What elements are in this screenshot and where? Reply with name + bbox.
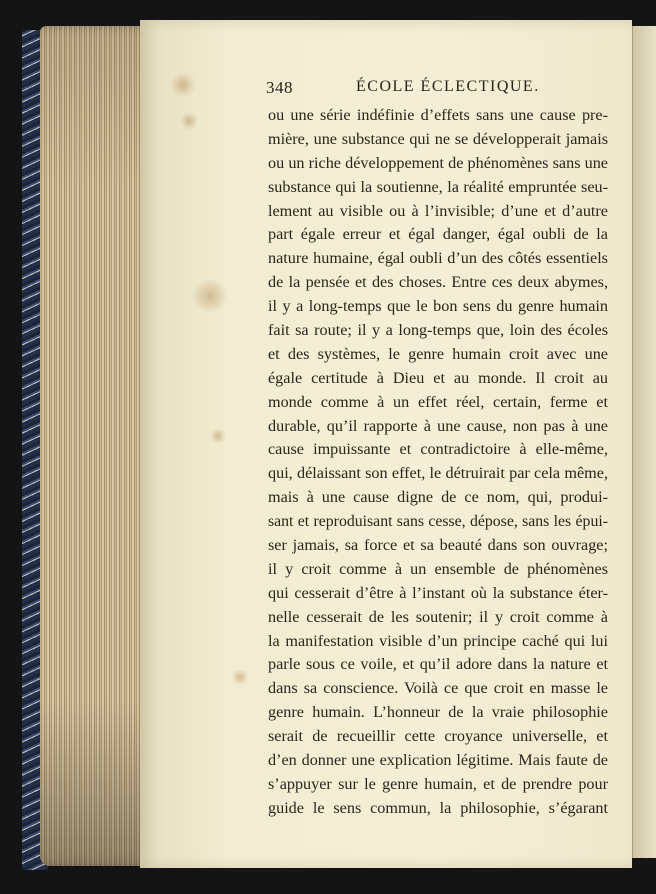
text-line: et des systèmes, le genre humain croit avec une [268, 344, 608, 363]
text-line: monde comme à un effet réel, certain, ferme et [268, 392, 608, 411]
text-line: de la pensée et des choses. Entre ces deux abymes, [268, 273, 608, 292]
page-header [266, 78, 606, 102]
text-line: fait sa route; il y a long-temps que, loin des écoles [268, 321, 608, 340]
text-line: ou une série indéfinie d’effets sans une cause pre- [268, 106, 608, 124]
body-text [268, 104, 608, 821]
foxing-spot [170, 72, 196, 98]
page-edges [40, 26, 152, 866]
text-line: nelle cesserait de les soutenir; il y croit comme à [268, 607, 608, 626]
foxing-spot [180, 112, 198, 130]
text-line: s’appuyer sur le genre humain, et de prendre pour [268, 774, 608, 793]
text-line: égale certitude à Dieu et au monde. Il croit au [268, 368, 608, 387]
text-line: qui cesserait d’être à l’instant où la substance éter- [268, 583, 608, 602]
running-head: ÉCOLE ÉCLECTIQUE. [356, 78, 540, 95]
text-line: d’en donner une explication légitime. Mais faute de [268, 751, 608, 770]
text-line: ser jamais, sa force et sa beauté dans son ouvrage; [268, 536, 608, 555]
text-line: mière, une substance qui ne se développerait jamais [268, 129, 608, 148]
text-line: qui, délaissant son effet, le détruirait par cela même, [268, 464, 608, 483]
foxing-spot [230, 670, 250, 684]
adjacent-page-edge [632, 26, 656, 858]
text-line: nature humaine, égal oubli d’un des côtés essentiels [268, 249, 608, 268]
text-line: la manifestation visible d’un principe caché qui lui [268, 631, 608, 650]
text-line: mais à une cause digne de ce nom, qui, produi- [268, 488, 608, 507]
text-line: lement au visible ou à l’invisible; d’une et d’autre [268, 201, 608, 220]
text-line: dans sa conscience. Voilà ce que croit en masse le [268, 679, 608, 698]
text-line: ou un riche développement de phénomènes sans une [268, 153, 608, 172]
text-line: parle sous ce voile, et qu’il adore dans la nature et [268, 655, 608, 674]
text-line: cause impuissante et contradictoire à elle-même, [268, 440, 608, 459]
text-line: sant et reproduisant sans cesse, dépose, sans les épui- [268, 513, 608, 531]
text-line: guide le sens commun, la philosophie, s’égarant [268, 798, 608, 817]
foxing-spot [210, 428, 226, 444]
text-line: substance qui la soutienne, la réalité empruntée seu- [268, 177, 608, 196]
text-line: il y a long-temps que le bon sens du genre humain [268, 297, 608, 316]
text-line: genre humain. L’honneur de la vraie philosophie [268, 703, 608, 722]
text-line: part égale erreur et égal danger, égal oubli de la [268, 225, 608, 244]
text-line: il y croit comme à un ensemble de phénomènes [268, 559, 608, 578]
foxing-spot [192, 278, 228, 314]
page-number: 348 [266, 78, 293, 97]
text-line: durable, qu’il rapporte à une cause, non pas à une [268, 416, 608, 435]
text-line: serait de recueillir cette croyance universelle, et [268, 727, 608, 746]
